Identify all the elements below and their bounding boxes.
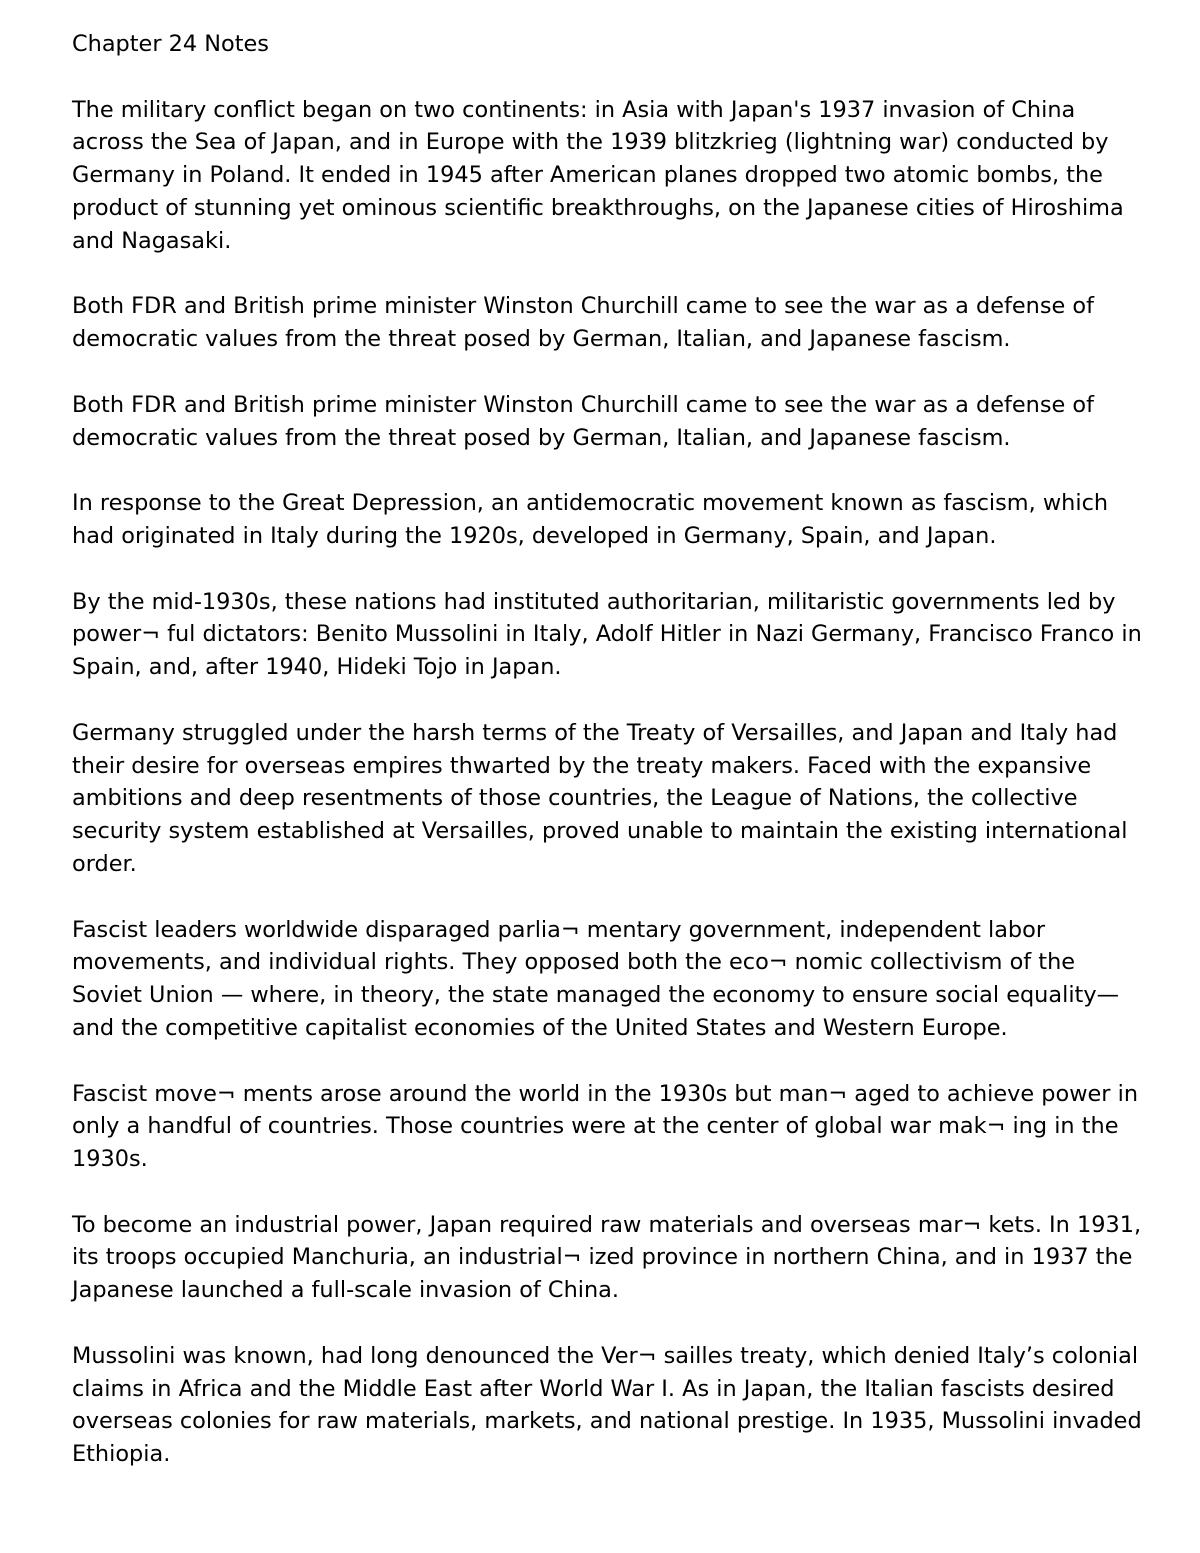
document-page bbox=[72, 28, 1152, 1504]
paragraph-fascism-origins: In response to the Great Depression, an antidemocratic movement known as fascism, which had originated in Italy during the 1920s, developed in Germany, Spain, and Japan. bbox=[72, 490, 1109, 549]
paragraph-fdr-churchill-repeat: Both FDR and British prime minister Winston Churchill came to see the war as a defense of democratic values from the threat posed by German, Italian, and Japanese fascism. bbox=[72, 391, 1094, 451]
paragraph-mussolini: Mussolini was known, had long denounced the Ver¬ sailles treaty, which denied Italy’s colonial claims in Africa and the Middle East after World War I. As in Japan, the Italian fascists desired overseas colonies for raw materials, markets, and national prestige. In 1935, Mussolini invaded Ethiopia. bbox=[72, 1342, 1142, 1468]
document-title: Chapter 24 Notes bbox=[72, 31, 269, 57]
paragraph-war-origins: The military conflict began on two continents: in Asia with Japan's 1937 invasion of China across the Sea of Japan, and in Europe with the 1939 blitzkrieg (lightning war) conducted by Germany in Poland. It ended in 1945 after American planes dropped two atomic bombs, the product of stunning yet ominous scientific breakthroughs, on the Japanese cities of Hiroshima and Nagasaki. bbox=[72, 96, 1124, 254]
paragraph-japan: To become an industrial power, Japan required raw materials and overseas mar¬ kets. In 1931, its troops occupied Manchuria, an industrial¬ ized province in northern China, and in 1937 the Japanese launched a full-scale invasion of China. bbox=[72, 1211, 1142, 1304]
paragraph-fascist-leaders: Fascist leaders worldwide disparaged parlia¬ mentary government, independent labor movements, and individual rights. They opposed both the eco¬ nomic collectivism of the Soviet Union — where, in theory, the state managed the economy to ensure social equality— and the competitive capitalist economies of the United States and Western Europe. bbox=[72, 916, 1119, 1041]
paragraph-fascist-movements: Fascist move¬ ments arose around the world in the 1930s but man¬ aged to achieve power in only a handful of countries. Those countries were at the center of global war mak¬ ing in the 1930s. bbox=[72, 1080, 1139, 1173]
paragraph-versailles: Germany struggled under the harsh terms of the Treaty of Versailles, and Japan and Italy had their desire for overseas empires thwarted by the treaty makers. Faced with the expansive ambitions and deep resentments of those countries, the League of Nations, the collective security system established at Versailles, proved unable to maintain the existing international order. bbox=[72, 719, 1128, 877]
paragraph-fdr-churchill: Both FDR and British prime minister Winston Churchill came to see the war as a defense of democratic values from the threat posed by German, Italian, and Japanese fascism. bbox=[72, 293, 1094, 353]
paragraph-dictators: By the mid-1930s, these nations had instituted authoritarian, militaristic governments led by power¬ ful dictators: Benito Mussolini in Italy, Adolf Hitler in Nazi Germany, Francisco Franco in Spain, and, after 1940, Hideki Tojo in Japan. bbox=[72, 588, 1142, 681]
